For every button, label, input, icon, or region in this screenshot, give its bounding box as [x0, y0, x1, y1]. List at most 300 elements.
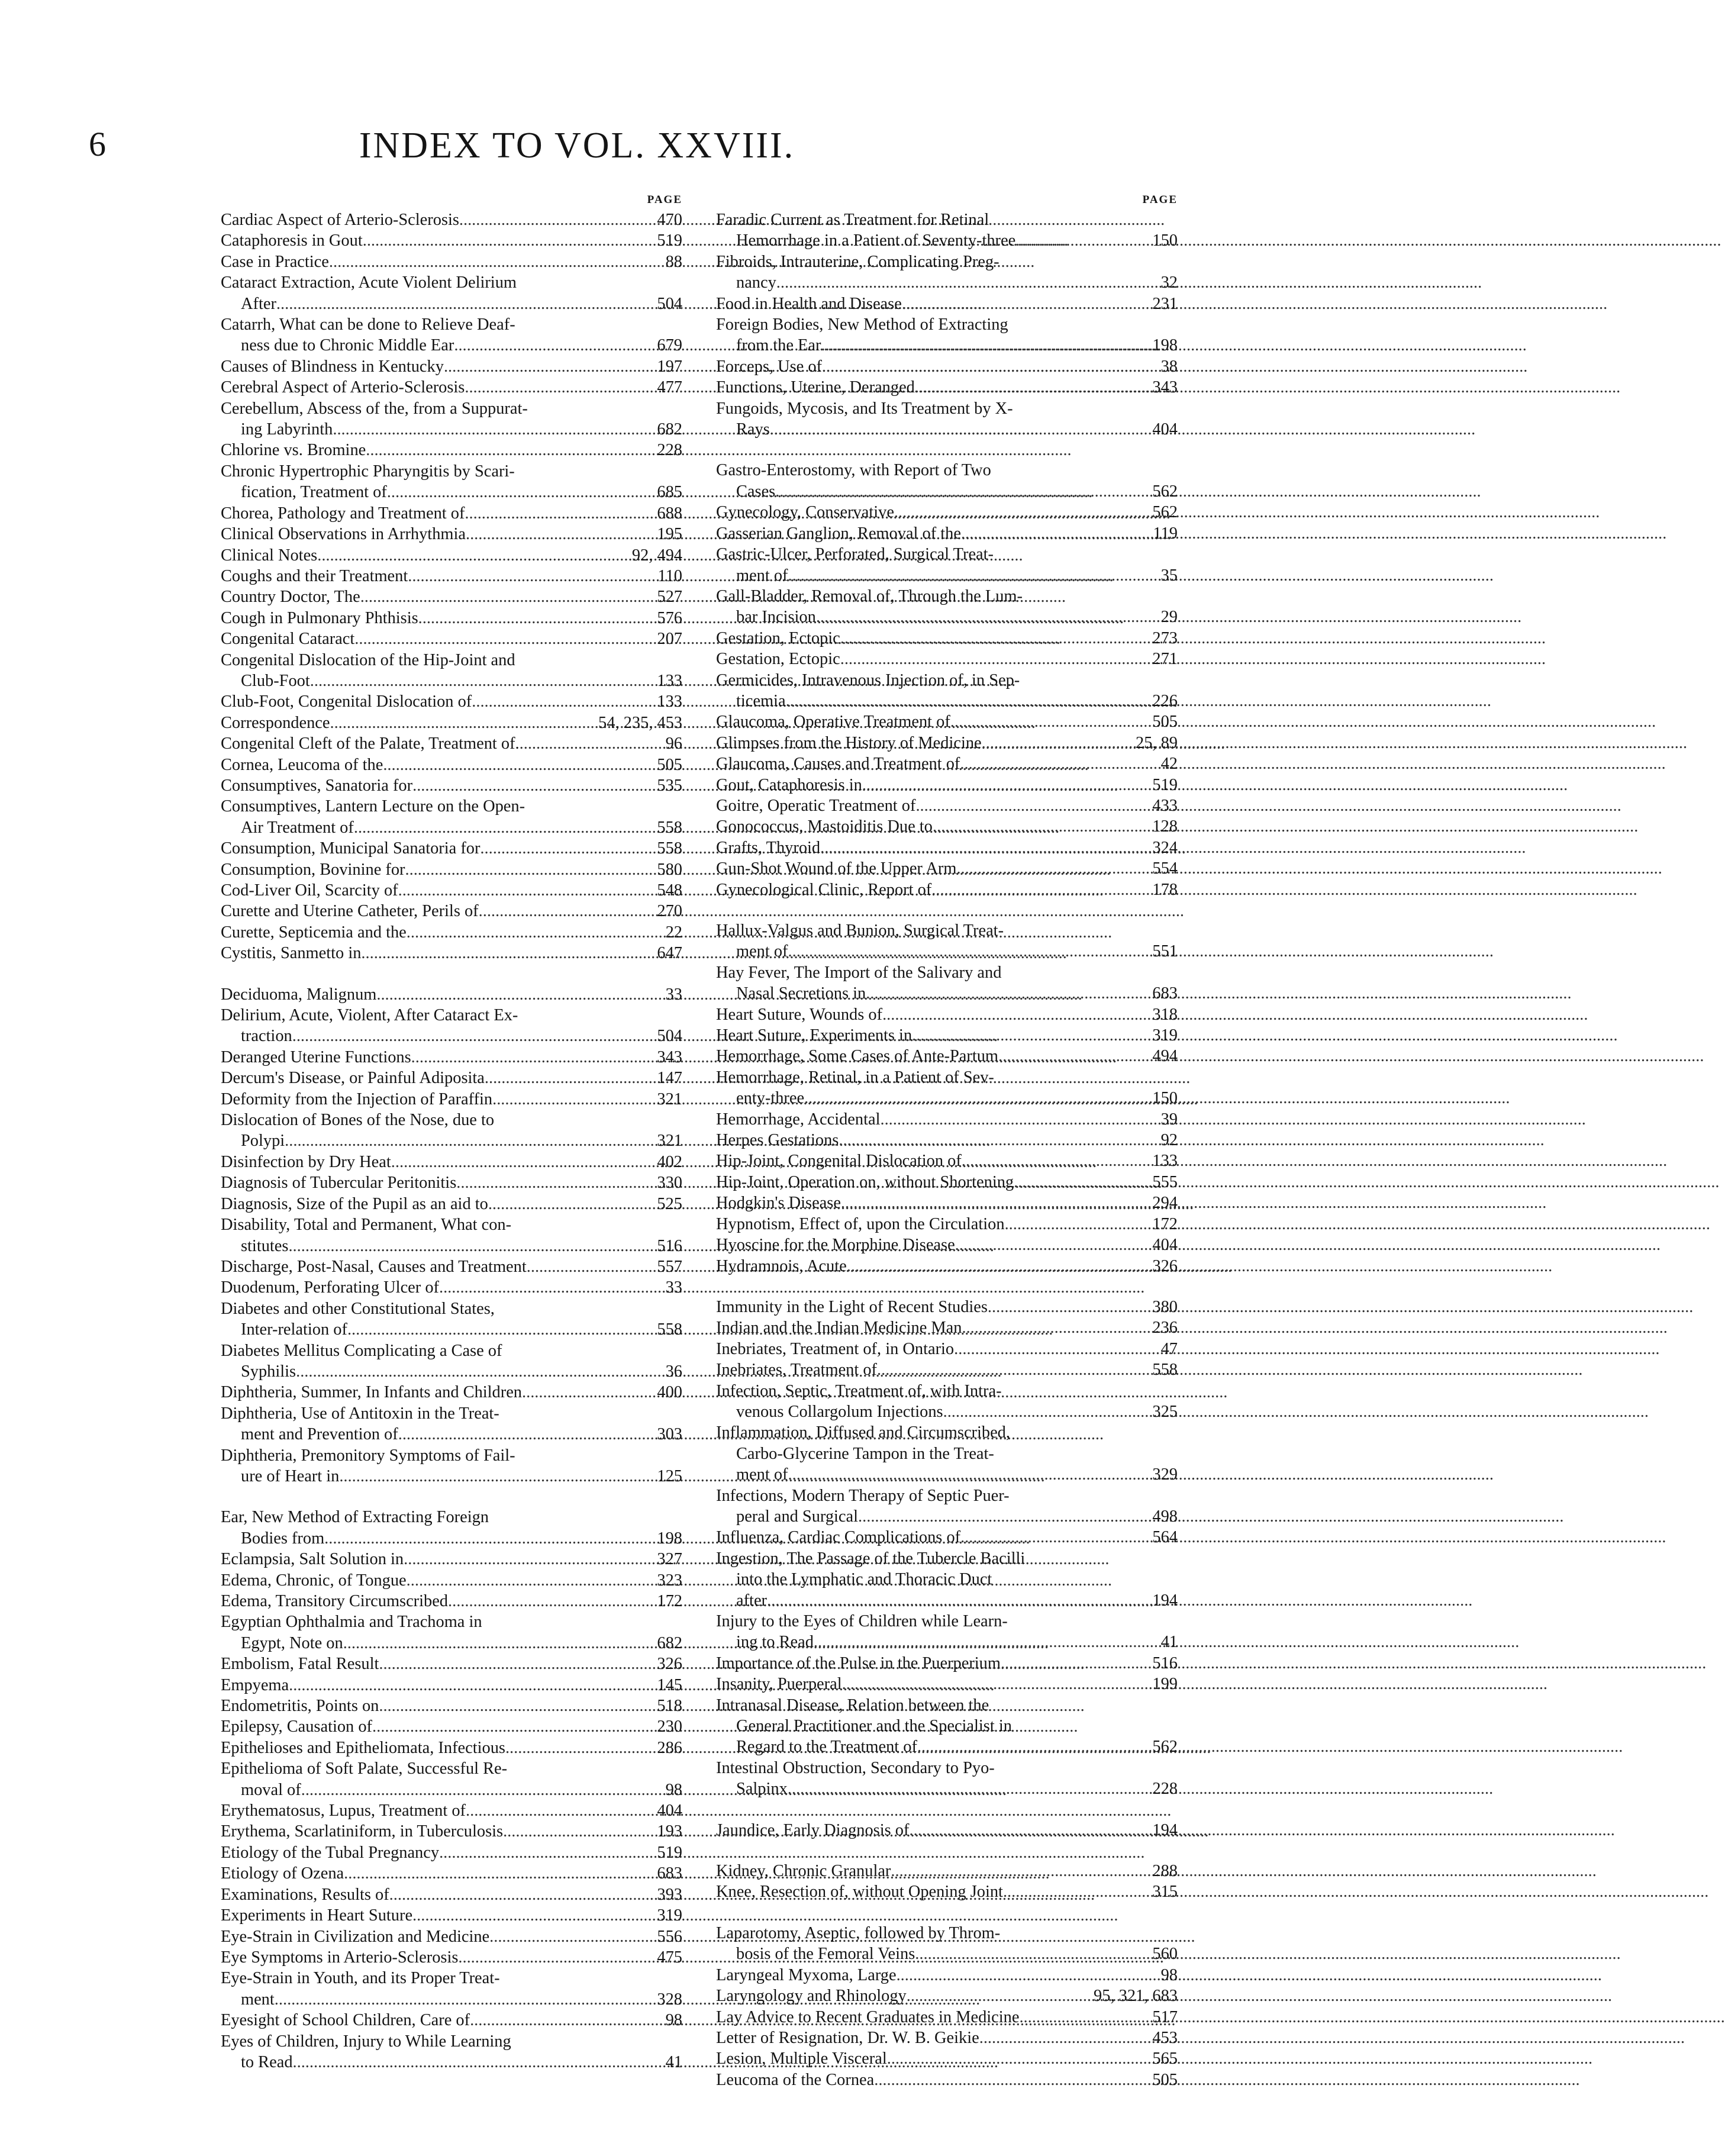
entry-continuation-line: [716, 1401, 1178, 1422]
page-reference: 270: [657, 902, 682, 921]
entry-title-line: [221, 775, 682, 796]
dot-leader: [943, 1401, 1150, 1422]
entry-text: ment: [241, 1990, 275, 2009]
entry-text: Edema, Chronic, of Tongue: [221, 1571, 407, 1590]
entry-text: into the Lymphatic and Thoracic Duct: [736, 1570, 992, 1589]
index-entry: [221, 796, 682, 838]
page-reference: 236: [1152, 1319, 1178, 1338]
entry-text: Catarrh, What can be done to Relieve Deaf-: [221, 315, 515, 334]
page-reference: 199: [1152, 1675, 1178, 1694]
index-entry: [221, 691, 682, 712]
index-entry: [221, 984, 682, 1005]
index-entry: [716, 356, 1178, 377]
running-title: INDEX TO VOL. XXVIII.: [359, 125, 795, 166]
page-reference: 565: [1152, 2049, 1178, 2068]
entry-text: Syphilis: [241, 1362, 296, 1381]
entry-text: ness due to Chronic Middle Ear: [241, 336, 454, 355]
entry-text: Epilepsy, Causation of: [221, 1717, 373, 1736]
entry-text: Laparotomy, Aseptic, followed by Throm-: [716, 1923, 1001, 1942]
dot-leader: [767, 1590, 1150, 1611]
group-spacer: [716, 1841, 1178, 1861]
dot-leader: [786, 691, 1150, 711]
dot-leader: [391, 1152, 655, 1172]
index-entry: [221, 901, 682, 921]
entry-continuation-line: [716, 941, 1178, 962]
entry-text: Germicides, Intravenous Injection of, in Sep-: [716, 671, 1020, 689]
dot-leader: [444, 356, 654, 377]
entry-text: Carbo-Glycerine Tampon in the Treat-: [736, 1444, 994, 1463]
entry-title-line: [221, 1884, 682, 1905]
entry-text: Gonococcus, Mastoiditis Due to: [716, 817, 933, 836]
entry-title-line: [221, 1758, 682, 1779]
entry-continuation-line: [716, 1716, 1178, 1736]
page-reference: 519: [657, 231, 682, 250]
index-entry: [221, 1654, 682, 1674]
dot-leader: [840, 628, 1150, 649]
dot-leader: [372, 1716, 654, 1737]
entry-text: Hemorrhage in a Patient of Seventy-three: [736, 231, 1016, 250]
dot-leader: [788, 565, 1159, 586]
entry-title-line: [221, 1612, 682, 1632]
dot-leader: [915, 795, 1150, 816]
dot-leader: [383, 755, 654, 775]
page-reference: 576: [657, 608, 682, 627]
page-reference: 294: [1152, 1194, 1178, 1213]
page-reference: 504: [657, 294, 682, 313]
entry-title-line: [716, 711, 1178, 732]
entry-text: Laryngology and Rhinology: [716, 1987, 907, 2006]
entry-title-line: [221, 566, 682, 586]
dot-leader: [275, 1989, 655, 2010]
dot-leader: [877, 1359, 1150, 1380]
dot-leader: [412, 1905, 654, 1926]
group-spacer: [221, 1487, 682, 1507]
entry-continuation-line: [716, 607, 1178, 627]
entry-text: Functions, Uterine, Deranged: [716, 378, 915, 397]
page-reference: 404: [1152, 1236, 1178, 1255]
entry-title-line: [221, 1591, 682, 1612]
entry-title-line: [716, 2070, 1178, 2090]
index-entry: [716, 1695, 1178, 1758]
entry-text: fication, Treatment of: [241, 483, 387, 502]
entry-text: ure of Heart in: [241, 1467, 340, 1485]
entry-title-line: [221, 1716, 682, 1737]
entry-text: to Read: [241, 2052, 293, 2071]
entry-title-line: [221, 1005, 682, 1026]
page-reference: 323: [657, 1571, 682, 1590]
page-column-header: PAGE: [1142, 194, 1178, 206]
group-spacer: [716, 900, 1178, 920]
entry-text: Cases: [736, 482, 776, 501]
page-reference: 38: [1160, 357, 1178, 376]
index-entry: [221, 314, 682, 356]
page-reference: 505: [657, 755, 682, 774]
entry-continuation-line: [716, 1944, 1178, 1964]
index-entry: [221, 1445, 682, 1487]
entry-text: Food in Health and Disease: [716, 294, 902, 313]
index-entry: [716, 1359, 1178, 1380]
entry-text: Intranasal Disease, Relation between the: [716, 1696, 989, 1715]
page-reference: 271: [1152, 650, 1178, 669]
entry-title-line: [716, 628, 1178, 649]
entry-text: Epithelioses and Epitheliomata, Infectious: [221, 1738, 505, 1757]
dot-leader: [954, 1339, 1158, 1359]
page-reference: 326: [657, 1655, 682, 1674]
entry-continuation-line: [221, 294, 682, 314]
entry-list: [221, 210, 682, 2073]
entry-text: Cardiac Aspect of Arterio-Sclerosis: [221, 211, 459, 229]
entry-text: ment of: [736, 566, 788, 585]
entry-text: Disability, Total and Permanent, What con-: [221, 1216, 512, 1235]
index-entry: [716, 1256, 1178, 1277]
index-entry: [221, 1758, 682, 1800]
dot-leader: [915, 377, 1150, 398]
page-reference: 286: [657, 1738, 682, 1757]
entry-text: Experiments in Heart Suture: [221, 1906, 413, 1925]
index-entry: [716, 398, 1178, 440]
page-reference: 325: [1152, 1402, 1178, 1421]
dot-leader: [485, 1068, 655, 1088]
entry-title-line: [716, 1986, 1178, 2006]
page-reference: 519: [657, 1843, 682, 1862]
index-entry: [716, 670, 1178, 712]
entry-title-line: [716, 2028, 1178, 2048]
entry-text: Herpes Gestations: [716, 1131, 839, 1150]
entry-text: Diagnosis, Size of the Pupil as an aid to: [221, 1194, 488, 1213]
index-entry: [716, 775, 1178, 795]
entry-text: Cystitis, Sanmetto in: [221, 944, 362, 963]
dot-leader: [407, 922, 663, 943]
dot-leader: [360, 586, 655, 607]
entry-continuation-line: [221, 1026, 682, 1046]
page-reference: 88: [665, 252, 682, 271]
page-reference: 54, 235, 453: [598, 713, 682, 732]
index-entry: [221, 775, 682, 796]
page-reference: 33: [665, 1278, 682, 1297]
entry-text: Eye-Strain in Youth, and its Proper Treat-: [221, 1969, 500, 1988]
dot-leader: [814, 1632, 1159, 1652]
dot-leader: [439, 1277, 663, 1298]
entry-title-line: [716, 753, 1178, 774]
entry-text: Diabetes and other Constitutional States,: [221, 1299, 495, 1318]
index-entry: [221, 503, 682, 524]
entry-title-line: [716, 1381, 1178, 1401]
dot-leader: [296, 1361, 663, 1382]
dot-leader: [788, 941, 1150, 962]
entry-text: Hydramnois, Acute: [716, 1256, 847, 1275]
entry-title-line: [221, 210, 682, 230]
entry-continuation-line: [716, 1736, 1178, 1757]
entry-text: Laryngeal Myxoma, Large: [716, 1965, 897, 1984]
entry-text: from the Ear: [736, 336, 821, 355]
dot-leader: [387, 482, 655, 502]
entry-text: Cornea, Leucoma of the: [221, 755, 383, 774]
entry-text: Club-Foot: [241, 671, 310, 690]
index-entry: [221, 1884, 682, 1905]
dot-leader: [822, 356, 1159, 377]
entry-title-line: [716, 1130, 1178, 1150]
entry-title-line: [221, 922, 682, 943]
entry-text: Heart Suture, Experiments in: [716, 1026, 913, 1045]
entry-title-line: [221, 377, 682, 398]
index-entry: [716, 753, 1178, 774]
page-reference: 554: [1152, 859, 1178, 878]
index-entry: [716, 460, 1178, 502]
page-reference: 329: [1152, 1465, 1178, 1484]
entry-text: Importance of the Pulse in the Puerperium: [716, 1654, 1001, 1672]
page-reference: 685: [657, 483, 682, 502]
entry-title-line: [221, 1800, 682, 1821]
entry-text: ing to Read: [736, 1633, 814, 1652]
entry-text: Hip-Joint, Operation on, without Shortening: [716, 1172, 1014, 1191]
entry-text: Diagnosis of Tubercular Peritonitis: [221, 1174, 457, 1193]
dot-leader: [366, 440, 654, 460]
index-entry: [221, 1110, 682, 1152]
page-reference: 98: [665, 1780, 682, 1799]
dot-leader: [902, 294, 1150, 314]
entry-continuation-line: [221, 335, 682, 356]
group-spacer: [716, 1800, 1178, 1820]
entry-text: Edema, Transitory Circumscribed: [221, 1592, 449, 1610]
index-entry: [716, 586, 1178, 628]
entry-text: Glaucoma, Operative Treatment of: [716, 713, 950, 731]
index-entry: [221, 1382, 682, 1403]
entry-text: Polypi: [241, 1132, 285, 1150]
entry-text: ment of: [736, 1465, 788, 1484]
page-reference: 230: [657, 1717, 682, 1736]
entry-title-line: [221, 1905, 682, 1926]
dot-leader: [454, 335, 654, 356]
entry-title-line: [716, 1611, 1178, 1632]
entry-title-line: [221, 1152, 682, 1172]
index-entry: [221, 1675, 682, 1696]
index-entry: [221, 1047, 682, 1068]
dot-leader: [479, 901, 655, 921]
entry-text: Erythema, Scarlatiniform, in Tuberculosis: [221, 1822, 504, 1841]
index-entry: [716, 1046, 1178, 1066]
dot-leader: [962, 1150, 1150, 1171]
dot-leader: [862, 775, 1150, 795]
dot-leader: [276, 294, 655, 314]
entry-text: Gastric-Ulcer, Perforated, Surgical Treat-: [716, 545, 994, 564]
page-reference: 688: [657, 504, 682, 523]
dot-leader: [505, 1738, 654, 1758]
page-reference: 195: [657, 525, 682, 544]
dot-leader: [458, 1947, 654, 1968]
index-entry: [221, 566, 682, 586]
dot-leader: [466, 1800, 654, 1821]
entry-text: peral and Surgical: [736, 1507, 859, 1526]
page-reference: 682: [657, 420, 682, 439]
page-reference: 321: [657, 1090, 682, 1108]
index-entry: [716, 2048, 1178, 2069]
page-reference: 494: [1152, 1047, 1178, 1066]
index-entry: [221, 210, 682, 230]
entry-text: Hemorrhage, Retinal, in a Patient of Sev-: [716, 1068, 994, 1087]
index-entry: [716, 858, 1178, 879]
dot-leader: [1001, 1653, 1150, 1674]
entry-title-line: [716, 920, 1178, 941]
entry-title-line: [221, 398, 682, 419]
dot-leader: [310, 671, 655, 691]
index-entry: [221, 1089, 682, 1110]
entry-title-line: [221, 1570, 682, 1591]
page-column-header: PAGE: [647, 194, 682, 206]
entry-text: Cough in Pulmonary Phthisis: [221, 608, 418, 627]
entry-title-line: [221, 1738, 682, 1758]
dot-leader: [820, 837, 1150, 858]
entry-title-line: [221, 1968, 682, 1989]
dot-leader: [891, 1861, 1150, 1881]
dot-leader: [775, 481, 1150, 502]
index-entry: [716, 649, 1178, 669]
dot-leader: [522, 1382, 654, 1403]
page-reference: 133: [657, 692, 682, 711]
dot-leader: [489, 1926, 654, 1947]
index-entry: [221, 1738, 682, 1758]
entry-continuation-line: [716, 1632, 1178, 1652]
index-column-left: [221, 191, 682, 2073]
entry-title-line: [716, 1339, 1178, 1359]
dot-leader: [361, 943, 654, 963]
dot-leader: [285, 1130, 654, 1151]
entry-text: traction: [241, 1027, 292, 1046]
entry-title-line: [716, 1758, 1178, 1778]
entry-title-line: [221, 1403, 682, 1424]
entry-text: Fibroids, Intrauterine, Complicating Preg-: [716, 252, 999, 271]
entry-text: ment of: [736, 942, 788, 961]
page-reference: 197: [657, 357, 682, 376]
dot-leader: [439, 1842, 654, 1863]
entry-text: Glaucoma, Causes and Treatment of: [716, 755, 960, 774]
page-reference: 39: [1160, 1110, 1178, 1129]
entry-text: Hyoscine for the Morphine Disease: [716, 1236, 955, 1255]
entry-text: Eye Symptoms in Arterio-Sclerosis: [221, 1948, 459, 1967]
index-entry: [716, 733, 1178, 753]
page-reference: 33: [665, 985, 682, 1004]
entry-text: Grafts, Thyroid: [716, 838, 821, 857]
dot-leader: [1015, 230, 1150, 251]
index-entry: [221, 1549, 682, 1570]
entry-text: After: [241, 294, 276, 313]
entry-title-line: [716, 398, 1178, 419]
group-spacer: [716, 440, 1178, 460]
entry-title-line: [221, 796, 682, 817]
entry-text: Gall-Bladder, Removal of, Through the Lum-: [716, 586, 1023, 605]
entry-text: venous Collargolum Injections: [736, 1402, 943, 1421]
entry-text: Consumption, Municipal Sanatoria for: [221, 839, 481, 858]
entry-text: Hemorrhage, Accidental: [716, 1110, 881, 1129]
entry-continuation-line: [716, 1506, 1178, 1527]
dot-leader: [788, 1778, 1150, 1799]
entry-text: Eye-Strain in Civilization and Medicine: [221, 1927, 490, 1946]
entry-text: Fungoids, Mycosis, and Its Treatment by X-: [716, 399, 1013, 418]
dot-leader: [344, 1863, 654, 1884]
entry-text: Bodies from: [241, 1529, 325, 1548]
dot-leader: [962, 1317, 1150, 1338]
entry-text: enty-three: [736, 1089, 805, 1108]
index-entry: [716, 816, 1178, 837]
page-reference: 564: [1152, 1528, 1178, 1547]
entry-title-line: [716, 1004, 1178, 1025]
dot-leader: [293, 2052, 663, 2073]
index-entry: [716, 920, 1178, 962]
dot-leader: [880, 1109, 1158, 1130]
index-entry: [716, 294, 1178, 314]
index-entry: [221, 859, 682, 880]
page-reference: 433: [1152, 796, 1178, 815]
index-entry: [716, 314, 1178, 356]
page-reference: 562: [1152, 503, 1178, 522]
entry-text: Correspondence: [221, 713, 330, 732]
entry-title-line: [221, 314, 682, 335]
page-reference: 207: [657, 630, 682, 649]
entry-text: Kidney, Chronic Granular: [716, 1862, 891, 1881]
entry-title-line: [221, 880, 682, 901]
entry-text: Leucoma of the Cornea: [716, 2070, 875, 2089]
entry-title-line: [716, 294, 1178, 314]
page-reference: 319: [1152, 1026, 1178, 1045]
page-reference: 318: [1152, 1005, 1178, 1024]
dot-leader: [816, 607, 1159, 627]
index-entry: [716, 879, 1178, 900]
entry-text: Discharge, Post-Nasal, Causes and Treatment: [221, 1257, 527, 1276]
entry-text: Delirium, Acute, Violent, After Cataract Ex-: [221, 1006, 518, 1025]
index-entry: [716, 252, 1178, 294]
entry-text: Congenital Cleft of the Palate, Treatment of.: [221, 734, 520, 753]
entry-continuation-line: [221, 1130, 682, 1151]
index-entry: [221, 461, 682, 503]
dot-leader: [404, 1549, 654, 1570]
entry-text: Cerebellum, Abscess of the, from a Suppurat-: [221, 399, 528, 418]
page-reference: 198: [657, 1529, 682, 1548]
entry-title-line: [221, 1089, 682, 1110]
index-entry: [221, 1570, 682, 1591]
entry-title-line: [716, 1485, 1178, 1506]
index-entry: [716, 837, 1178, 858]
entry-title-line: [221, 1926, 682, 1947]
entry-title-line: [221, 629, 682, 649]
index-entry: [221, 398, 682, 440]
page-reference: 555: [1152, 1172, 1178, 1191]
page-reference: 198: [1152, 336, 1178, 355]
entry-title-line: [716, 460, 1178, 481]
index-entry: [221, 1340, 682, 1382]
index-entry: [716, 523, 1178, 544]
index-entry: [221, 1842, 682, 1863]
page-reference: 35: [1160, 566, 1178, 585]
page-reference: 41: [1160, 1633, 1178, 1652]
entry-title-line: [716, 962, 1178, 983]
index-entry: [716, 1297, 1178, 1317]
dot-leader: [912, 1025, 1150, 1046]
index-entry: [716, 1820, 1178, 1841]
entry-title-line: [221, 1047, 682, 1068]
dot-leader: [459, 210, 655, 230]
index-entry: [221, 1256, 682, 1277]
page-reference: 194: [1152, 1591, 1178, 1610]
dot-leader: [961, 523, 1151, 544]
index-entry: [716, 1214, 1178, 1235]
dot-leader: [842, 1674, 1150, 1694]
entry-text: Hodgkin's Disease: [716, 1194, 841, 1213]
entry-text: Eyes of Children, Injury to While Learning: [221, 2032, 511, 2051]
entry-title-line: [221, 1277, 682, 1298]
entry-title-line: [716, 1235, 1178, 1255]
page-reference: 558: [657, 1320, 682, 1339]
index-entry: [221, 943, 682, 963]
page-reference: 328: [657, 1990, 682, 2009]
